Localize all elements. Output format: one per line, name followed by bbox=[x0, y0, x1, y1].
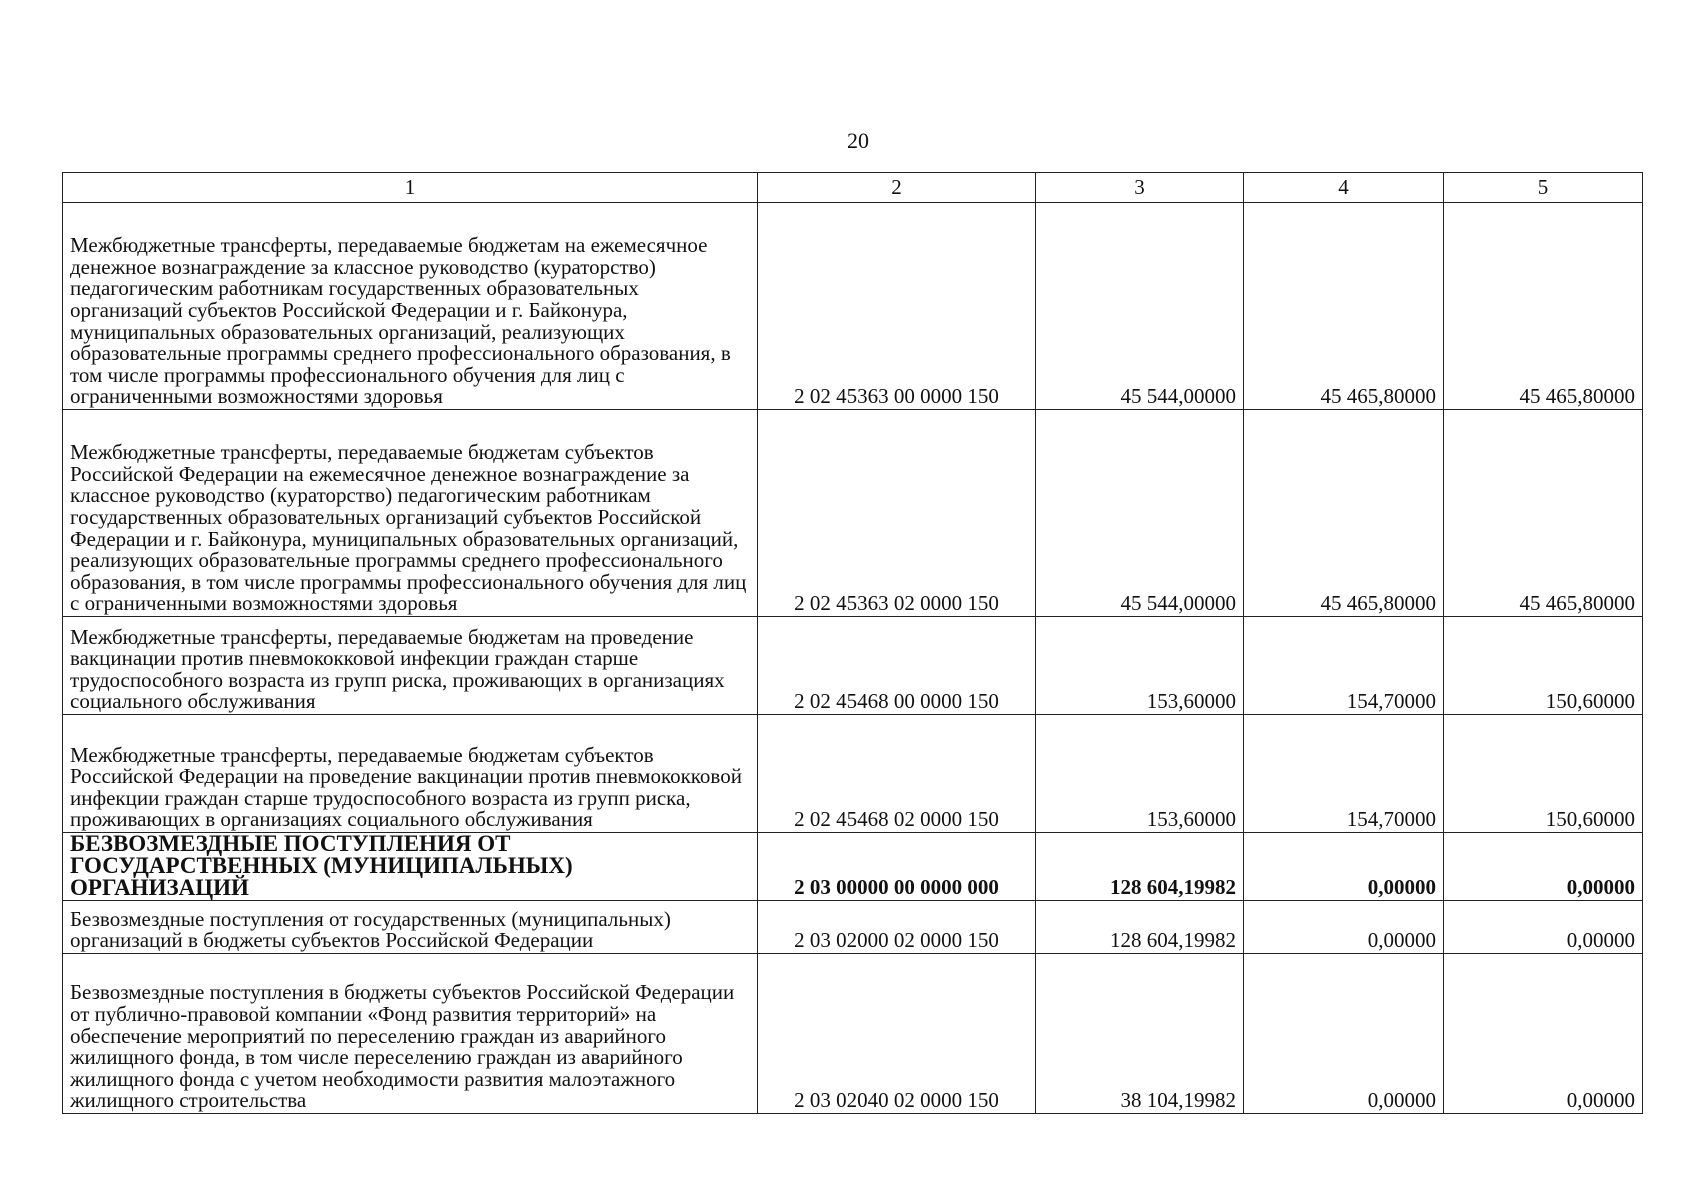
amount-col3: 153,60000 bbox=[1036, 617, 1244, 715]
row-description: БЕЗВОЗМЕЗДНЫЕ ПОСТУПЛЕНИЯ ОТ ГОСУДАРСТВЕННЫХ (МУНИЦИПАЛЬНЫХ) ОРГАНИЗАЦИЙ bbox=[63, 833, 758, 901]
column-number: 3 bbox=[1036, 173, 1244, 203]
row-description: Межбюджетные трансферты, передаваемые бюджетам субъектов Российской Федерации на проведение вакцинации против пневмококковой инфекции граждан старше трудоспособного возраста из групп риска, проживающих в организациях социального обслуживания bbox=[63, 715, 758, 833]
page-number: 20 bbox=[847, 128, 869, 153]
amount-col3: 128 604,19982 bbox=[1036, 833, 1244, 901]
row-description: Безвозмездные поступления от государственных (муниципальных) организаций в бюджеты субъектов Российской Федерации bbox=[63, 901, 758, 954]
table-row bbox=[63, 203, 1643, 410]
amount-col5: 45 465,80000 bbox=[1444, 203, 1643, 410]
amount-col4: 45 465,80000 bbox=[1244, 203, 1444, 410]
amount-col5: 0,00000 bbox=[1444, 954, 1643, 1114]
amount-col4: 0,00000 bbox=[1244, 901, 1444, 954]
column-number: 5 bbox=[1444, 173, 1643, 203]
amount-col5: 0,00000 bbox=[1444, 833, 1643, 901]
budget-classification-code: 2 03 02040 02 0000 150 bbox=[758, 954, 1036, 1114]
amount-col3: 38 104,19982 bbox=[1036, 954, 1244, 1114]
column-number: 4 bbox=[1244, 173, 1444, 203]
column-number-row bbox=[63, 173, 1643, 203]
amount-col4: 0,00000 bbox=[1244, 833, 1444, 901]
amount-col5: 150,60000 bbox=[1444, 715, 1643, 833]
row-description: Межбюджетные трансферты, передаваемые бюджетам на ежемесячное денежное вознаграждение за классное руководство (кураторство) педагогическим работникам государственных образовательных организаций субъектов Российской Федерации и г. Байконура, муниципальных образовательных организаций, реализующих образовательные программы среднего профессионального образования, в том числе программы профессионального обучения для лиц с ограниченными возможностями здоровья bbox=[63, 203, 758, 410]
budget-classification-code: 2 03 00000 00 0000 000 bbox=[758, 833, 1036, 901]
table-row bbox=[63, 617, 1643, 715]
amount-col3: 45 544,00000 bbox=[1036, 410, 1244, 617]
amount-col4: 154,70000 bbox=[1244, 617, 1444, 715]
amount-col5: 0,00000 bbox=[1444, 901, 1643, 954]
row-description: Безвозмездные поступления в бюджеты субъектов Российской Федерации от публично-правовой компании «Фонд развития территорий» на обеспечение мероприятий по переселению граждан из аварийного жилищного фонда, в том числе переселению граждан из аварийного жилищного фонда с учетом необходимости развития малоэтажного жилищного строительства bbox=[63, 954, 758, 1114]
amount-col3: 153,60000 bbox=[1036, 715, 1244, 833]
row-description: Межбюджетные трансферты, передаваемые бюджетам субъектов Российской Федерации на ежемесячное денежное вознаграждение за классное руководство (кураторство) педагогическим работникам государственных образовательных организаций субъектов Российской Федерации и г. Байконура, муниципальных образовательных организаций, реализующих образовательные программы среднего профессионального образования, в том числе программы профессионального обучения для лиц с ограниченными возможностями здоровья bbox=[63, 410, 758, 617]
amount-col4: 0,00000 bbox=[1244, 954, 1444, 1114]
table-row bbox=[63, 410, 1643, 617]
amount-col4: 154,70000 bbox=[1244, 715, 1444, 833]
amount-col5: 45 465,80000 bbox=[1444, 410, 1643, 617]
column-number: 2 bbox=[758, 173, 1036, 203]
table-row bbox=[63, 715, 1643, 833]
table-row bbox=[63, 954, 1643, 1114]
budget-classification-code: 2 02 45363 00 0000 150 bbox=[758, 203, 1036, 410]
amount-col3: 128 604,19982 bbox=[1036, 901, 1244, 954]
amount-col5: 150,60000 bbox=[1444, 617, 1643, 715]
table-row bbox=[63, 901, 1643, 954]
budget-classification-code: 2 02 45468 00 0000 150 bbox=[758, 617, 1036, 715]
budget-classification-code: 2 02 45468 02 0000 150 bbox=[758, 715, 1036, 833]
table-row-section-total bbox=[63, 833, 1643, 901]
budget-classification-code: 2 02 45363 02 0000 150 bbox=[758, 410, 1036, 617]
budget-table bbox=[62, 172, 1643, 1114]
amount-col3: 45 544,00000 bbox=[1036, 203, 1244, 410]
budget-classification-code: 2 03 02000 02 0000 150 bbox=[758, 901, 1036, 954]
amount-col4: 45 465,80000 bbox=[1244, 410, 1444, 617]
column-number: 1 bbox=[63, 173, 758, 203]
row-description: Межбюджетные трансферты, передаваемые бюджетам на проведение вакцинации против пневмококковой инфекции граждан старше трудоспособного возраста из групп риска, проживающих в организациях социального обслуживания bbox=[63, 617, 758, 715]
